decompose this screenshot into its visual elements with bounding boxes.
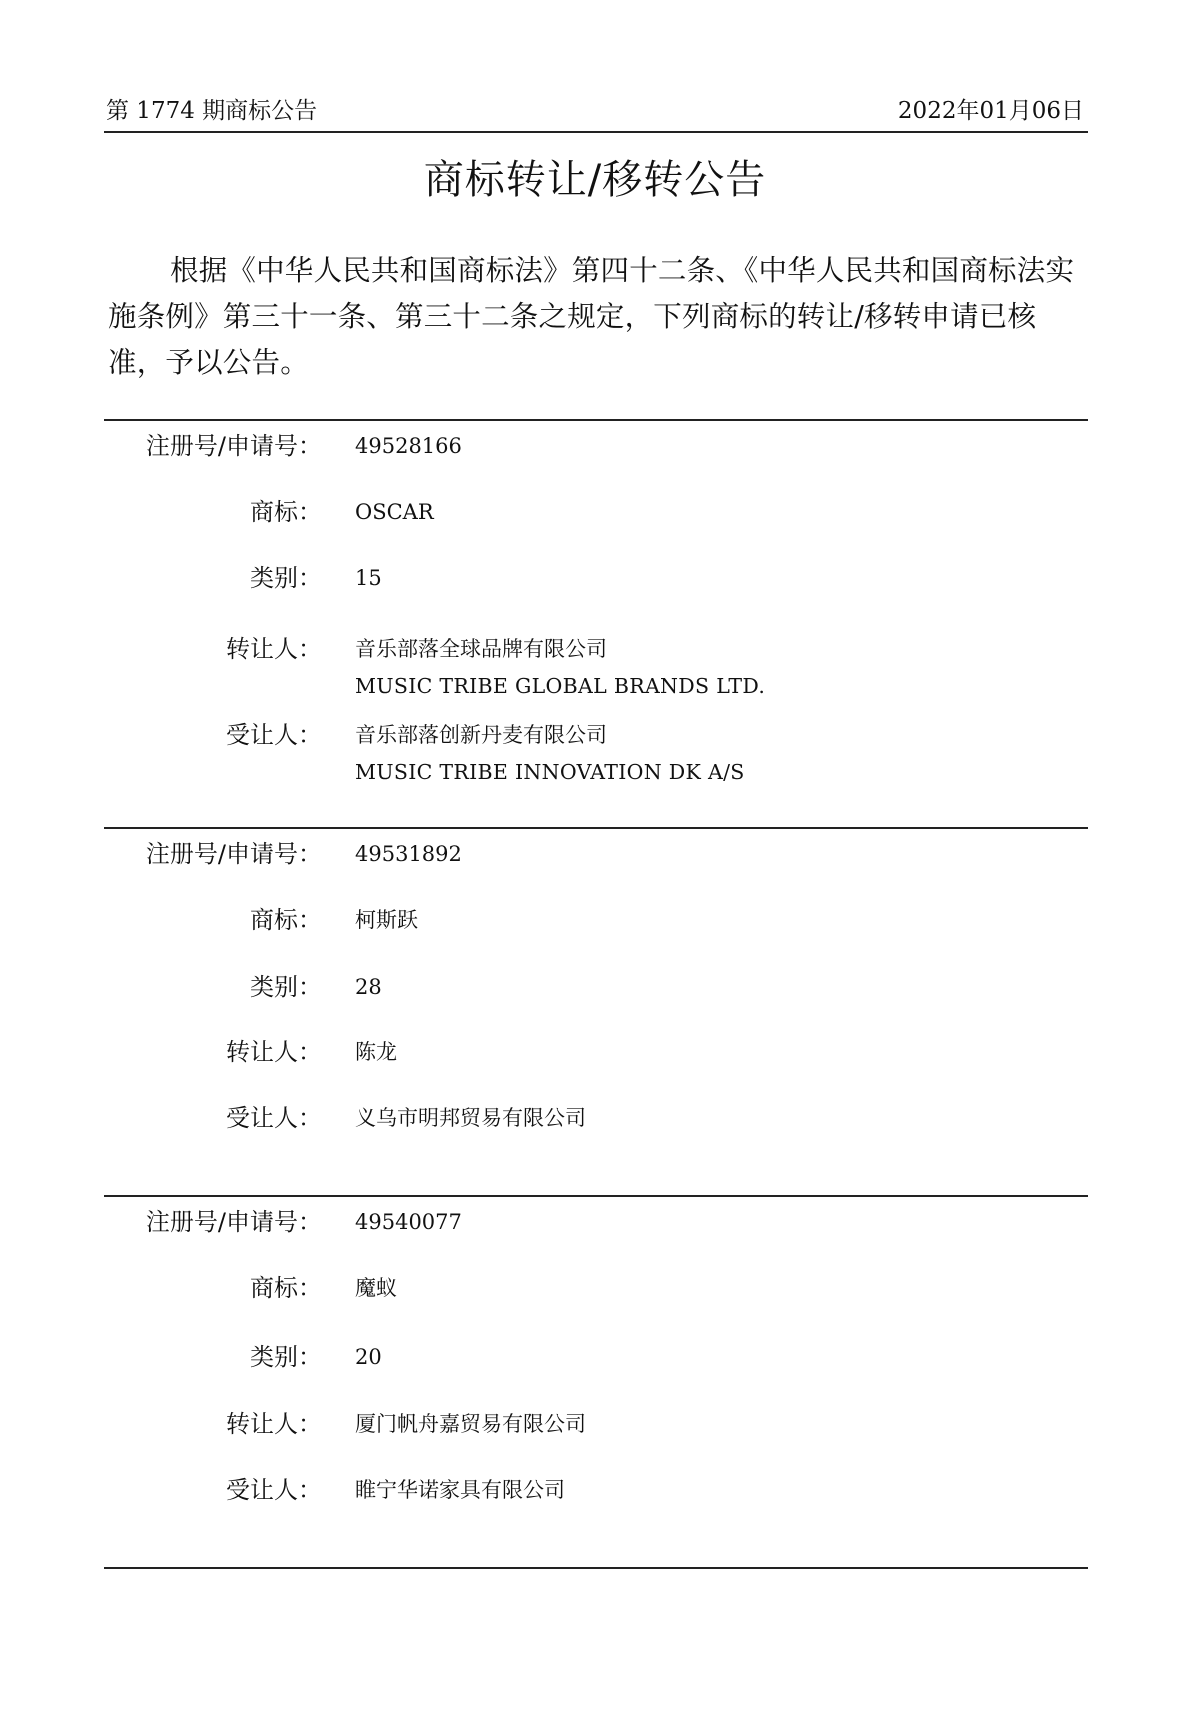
entry-divider [104,827,1088,829]
transferee-name-cn: 音乐部落创新丹麦有限公司 [355,723,607,747]
class-value: 20 [355,1345,382,1369]
transferor-value [355,634,765,701]
intro-paragraph: 根据《中华人民共和国商标法》第四十二条、《中华人民共和国商标法实施条例》第三十一条、第三十二条之规定，下列商标的转让/移转申请已核准，予以公告。 [108,254,1075,379]
mark-value: 柯斯跃 [355,908,418,932]
transferor-label: 转让人： [226,1410,322,1438]
mark-label: 商标： [250,906,322,934]
bottom-divider [104,1567,1088,1569]
page-title: 商标转让/移转公告 [423,157,767,203]
reg-no-label: 注册号/申请号： [145,432,322,460]
transferee-name-en: MUSIC TRIBE INNOVATION DK A/S [355,760,745,784]
transferee-value [355,720,745,787]
class-label: 类别： [250,1343,322,1371]
page-header [104,92,1088,128]
transferor-name-cn: 音乐部落全球品牌有限公司 [355,637,607,661]
class-label: 类别： [250,564,322,592]
transferee-value: 睢宁华诺家具有限公司 [355,1478,565,1502]
transferor-value: 厦门帆舟嘉贸易有限公司 [355,1412,586,1436]
transferor-label: 转让人： [226,635,322,663]
reg-no-value: 49528166 [355,434,462,458]
reg-no-value: 49531892 [355,842,462,866]
entry-divider [104,1195,1088,1197]
class-value: 15 [355,566,382,590]
header-divider [104,131,1088,133]
class-label: 类别： [250,973,322,1001]
transferee-value: 义乌市明邦贸易有限公司 [355,1106,586,1130]
mark-label: 商标： [250,1274,322,1302]
transferor-name-en: MUSIC TRIBE GLOBAL BRANDS LTD. [355,674,766,698]
transferor-label: 转让人： [226,1038,322,1066]
mark-value: OSCAR [355,500,434,524]
mark-label: 商标： [250,498,322,526]
issue-number: 第 1774 期商标公告 [106,98,318,124]
class-value: 28 [355,975,382,999]
mark-value: 魔蚁 [355,1276,397,1300]
issue-date: 2022年01月06日 [897,98,1084,124]
reg-no-label: 注册号/申请号： [145,840,322,868]
transferee-label: 受让人： [226,721,322,749]
transferor-value: 陈龙 [355,1040,397,1064]
reg-no-value: 49540077 [355,1210,462,1234]
transferee-label: 受让人： [226,1104,322,1132]
reg-no-label: 注册号/申请号： [145,1208,322,1236]
transferee-label: 受让人： [226,1476,322,1504]
entry-divider [104,419,1088,421]
